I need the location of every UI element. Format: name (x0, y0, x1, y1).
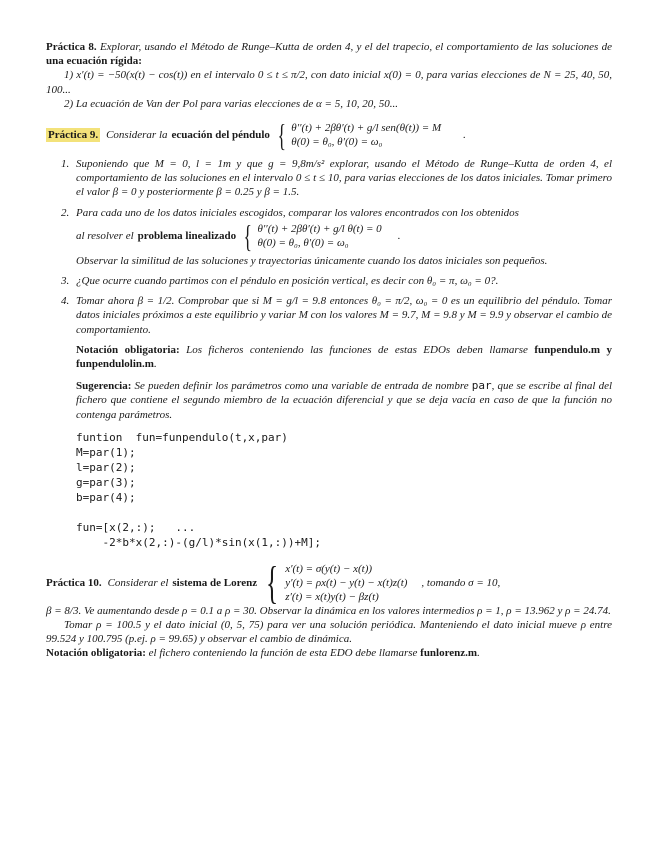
p9-linearized-row: al resolver el problema linealizado { θ′′(t) + 2βθ′(t) + g/l θ(t) = 0 θ(0) = θ₀, θ′(0) = ω₀ . (76, 217, 401, 254)
list-item: 2. Para cada uno de los datos iniciales escogidos, comparar los valores encontrados con los obtenidos al resolver el problema linealizado { θ′′(t) + 2βθ′(t) + g/l θ(t) = 0 θ(0) = θ₀, θ′(0) = ω₀ . Observar la similitud de las soluciones y trayectorias únicamente cuando los datos iniciales son pequeños. (46, 206, 612, 268)
code-line: g=par(3); (76, 475, 136, 489)
code-line: fun=[x(2,:); ... (76, 520, 196, 534)
code-block (76, 430, 612, 550)
p9-notacion: Notación obligatoria: Los ficheros conteniendo las funciones de estas EDOs deben llamarse funpendulo.m y funpendulolin.m. (76, 343, 613, 371)
p8-title: Práctica 8. (46, 41, 97, 53)
p9-task-list (46, 157, 612, 337)
p10-lorenz-system: x′(t) = σ(y(t) − x(t)) y′(t) = ρx(t) − y(t) − x(t)z(t) z′(t) = x(t)y(t) − βz(t) (285, 562, 408, 603)
code-line: M=par(1); (76, 445, 136, 459)
p10-intro-row: Práctica 10. Considerar el sistema de Lorenz { x′(t) = σ(y(t) − x(t)) y′(t) = ρx(t) − y(t) − x(t)z(t) z′(t) = x(t)y(t) − βz(t) , tomando σ = 10, (46, 556, 501, 608)
list-item: 4. Tomar ahora β = 1/2. Comprobar que si M = g/l = 9.8 entonces θ₀ = π/2, ω₀ = 0 es un equilibrio del péndulo. Tomar datos iniciales próximos a este equilibrio y variar M con los valores M = 9.7, M = 9.8 y M = 9.9 y observar el cambio de comportamiento. (61, 295, 612, 336)
p9-sugerencia: Sugerencia: Se pueden definir los parámetros como una variable de entrada de nombre par, que se escribe al final del fichero que contiene el segundo miembro de la ecuación diferencial y que se deja vacía en caso de que la función no contenga parámetros. (76, 379, 613, 421)
brace-icon: { (266, 556, 279, 608)
p9-linearized-system: θ′′(t) + 2βθ′(t) + g/l θ(t) = 0 θ(0) = θ₀, θ′(0) = ω₀ (257, 222, 382, 249)
p9-notes (46, 343, 612, 550)
p10-title: Práctica 10. (46, 576, 102, 589)
p10-para-1: β = 8/3. Ve aumentando desde ρ = 0.1 a ρ = 30. Observar la dinámica en los valores intermedios ρ = 1, ρ = 13.962 y ρ = 24.74. (46, 604, 611, 617)
brace-icon: { (277, 117, 286, 154)
brace-icon: { (243, 217, 253, 254)
document-page (46, 40, 612, 661)
code-line: -2*b*x(2,:)-(g/l)*sin(x(1,:))+M]; (76, 535, 322, 549)
practica-9 (46, 117, 613, 550)
p10-notacion: Notación obligatoria: el fichero conteniendo la función de esta EDO debe llamarse funlorenz.m. (46, 647, 480, 660)
code-line: l=par(2); (76, 460, 136, 474)
p9-pendulum-system: θ′′(t) + 2βθ′(t) + g/l sen(θ(t)) = M θ(0) = θ₀, θ′(0) = ω₀ (291, 122, 442, 149)
practica-8 (46, 40, 612, 111)
p9-title: Práctica 9. (48, 128, 99, 141)
p10-para-2: Tomar ρ = 100.5 y el dato inicial (0, 5, 75) para ver una solución periódica. Manteniendo el dato inicial mueve ρ entre 99.524 y 100.795 (p.ej. ρ = 99.65) y observar el cambio de dinámica. (46, 619, 612, 646)
p8-item-2: 2) La ecuación de Van der Pol para varias elecciones de α = 5, 10, 20, 50... (64, 97, 398, 110)
code-line (76, 505, 612, 520)
p8-intro: Práctica 8. Explorar, usando el Método de Runge–Kutta de orden 4, y el del trapecio, el comportamiento de las soluciones de una ecuación rígida: (46, 41, 613, 68)
practica-10 (46, 556, 612, 661)
list-item: 3. ¿Que ocurre cuando partimos con el péndulo en posición vertical, es decir con θ₀ = π, ω₀ = 0?. (61, 275, 499, 288)
code-line: b=par(4); (76, 490, 136, 504)
list-item: 1. Suponiendo que M = 0, l = 1m y que g = 9,8m/s² explorar, usando el Método de Runge–Kutta de orden 4, el comportamiento de las soluciones en el intervalo 0 ≤ t ≤ 10, para varias elecciones de los datos iniciales. Tomar primero el valor β = 0 y posteriormente β = 0.25 y β = 1.5. (61, 158, 612, 199)
p8-item-1: 1) x′(t) = −50(x(t) − cos(t)) en el intervalo 0 ≤ t ≤ π/2, con dato inicial x(0) = 0, para varias elecciones de N = 25, 40, 50, 100... (46, 69, 612, 96)
code-line: funtion fun=funpendulo(t,x,par) (76, 430, 288, 444)
p9-intro-row: Práctica 9. Considerar la ecuación del péndulo { θ′′(t) + 2βθ′(t) + g/l sen(θ(t)) = M θ(0) = θ₀, θ′(0) = ω₀ . (48, 117, 466, 154)
